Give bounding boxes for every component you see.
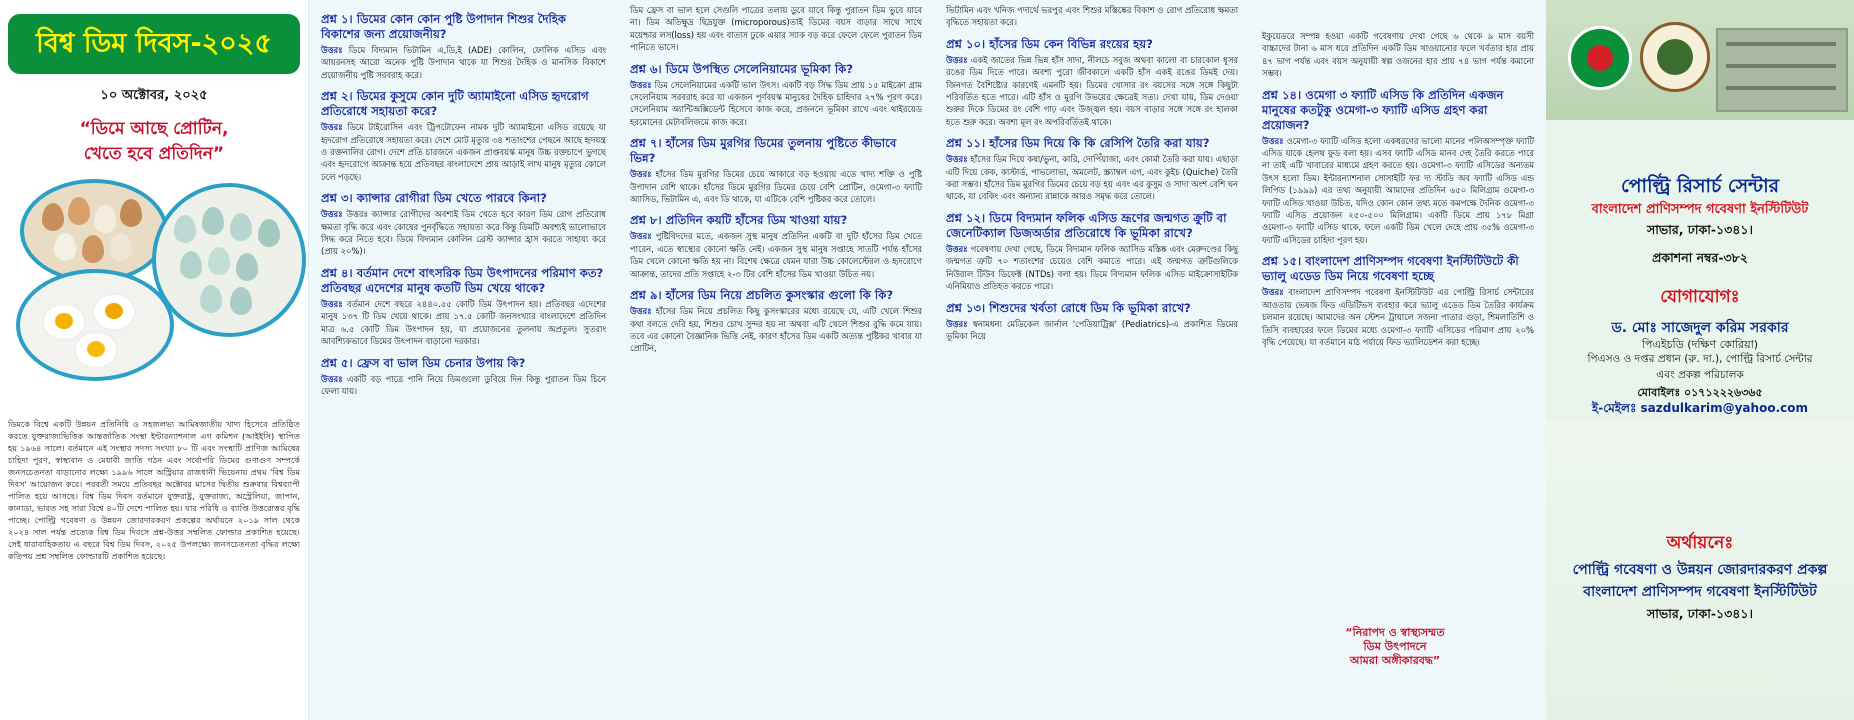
slogan-line-2: খেতে হবে প্রতিদিন”	[83, 144, 225, 164]
egg-icon	[202, 207, 224, 235]
continued-text: ভিটামিন এবং খনিজ পদার্থে ভরপুর এবং শিশুর মস্তিষ্কের বিকাশ ও রোগ প্রতিরোধ ক্ষমতা বৃদ্ধিতে সহায়তা করে।	[946, 5, 1238, 28]
answer-body: হাঁসের ডিম মুরগির ডিমের চেয়ে আকারে বড় হওয়ায় এতে খাদ্য শক্তি ও পুষ্টি উপাদান বেশি থাকে। হাঁসের ডিমে মুরগির ডিমের চেয়ে বেশি প্রোটিন, ওমেগা-৩ ফ্যাটি অ্যাসিড, ভিটামিন এ, এবং ডি থাকে, যা এটিকে বেশি পুষ্টিকর করে তোলে।	[630, 169, 922, 205]
panel-questions-6-9	[618, 0, 934, 720]
building-photo	[1546, 0, 1854, 120]
answer-text	[946, 243, 1238, 293]
intro-text	[8, 418, 300, 562]
boiled-egg-half	[92, 293, 136, 331]
qa-block	[630, 136, 922, 205]
page-title: বিশ্ব ডিম দিবস-২০২৫	[36, 28, 272, 59]
answer-text	[321, 373, 606, 398]
contact-degree: পিএইচডি (দক্ষিণ কোরিয়া)	[1641, 338, 1759, 351]
answer-text	[946, 318, 1238, 343]
answer-body: গবেষণায় দেখা গেছে, ডিমে বিদ্যমান ফলিক অ্যাসিড মস্তিষ্ক এবং মেরুদণ্ডের কিছু জন্মগত ত্রুটি ৭০ শতাংশের চেয়েও বেশি কমাতে পারে। এই জন্মগত ত্রুটিগুলিকে নিউরাল টিউব ডিফেক্ট (NTDs) বলা হয়। ডিমে বিদ্যমান ফলিক এসিড মাইক্রোসাইটিক এনিমিয়াও প্রতিহত করতে পারে।	[946, 243, 1238, 292]
question-heading: প্রশ্ন ১৫। বাংলাদেশ প্রাণিসম্পদ গবেষণা ইনস্টিটিউটে কী ভ্যালু এডেড ডিম নিয়ে গবেষণা হচ্ছে	[1262, 254, 1519, 284]
answer-body: হাঁসের ডিম নিয়ে প্রচলিত কিছু কুসংস্কারের মধ্যে রয়েছে যে, এটি খেলে শিশুর কথা বলতে দেরি হয়, শিশুর চোখ সুন্দর হয় না অথবা এটি খেলে শিশুর বুদ্ধি কমে যায়। তবে এর কোনো বৈজ্ঞানিক ভিত্তি নেই, কারণ হাঁসের ডিম একটি অত্যন্ত পুষ্টিকর খাবার যা প্রোটিন,	[630, 306, 922, 354]
event-date: ১০ অক্টোবর, ২০২৫	[100, 88, 208, 103]
title-banner	[8, 14, 300, 74]
answer-body: হাঁসের ডিম দিয়ে কষা/ভুনা, কারি, দোপিঁয়াজা, এবং কোর্মা তৈরি করা যায়। এছাড়া এটি দিয়ে কেক, কাস্টার্ড, পাভলোভা, অমলেট, স্ক্র্যাম্বল এগ, এবং কুইচ (Quiche) তৈরি করা সম্ভব। হাঁসের ডিম মুরগির ডিমের চেয়ে বড় হয় এবং এর কুসুম ও সাদা অংশ বেশি ঘন থাকে, যা বেকিং এবং অন্যান্য রান্নাকে আরও সমৃদ্ধ করে তোলে।	[946, 154, 1238, 202]
answer-body: ওমেগা-৩ ফ্যাটি এসিড হলো একধরণের ভালো মানের পলিঅসম্পৃক্ত ফ্যাটি এসিড যাকে হেলথ ফুড বলা হয়। এসব ফ্যাটি এসিড মানব দেহ তৈরি করতে পারে না তাই এটি খাবারের মাধ্যমে গ্রহণ করতে হয়। ওমেগা-৩ ফ্যাটি এসিডের অন্যতম উৎস হলো ডিম। ইন্টারন্যাশনাল সোসাইটি ফর দ্য স্টাডি অব ফ্যাটি এসিড এন্ড লিপিড (১৯৯৯) এর তথ্য অনুযায়ী আমাদের প্রতিদিন ৬৫০ মিলিগ্রাম ওমেগা-৩ ফ্যাটি এসিড খাওয়া উচিত, যদিও কোন কোন তথ্য মতে কমপক্ষে দৈনিক ওমেগা-৩ ফ্যাটি এসিড প্রয়োজন ২৫০-৫০০ মিলিগ্রাম। একটি ডিমে প্রায় ১৭৮ মিগ্রা ওমেগা-৩ ফ্যাটি এসিড থাকে, ফলে একটি ডিম খেলে দেহে প্রায় ৩৫% ওমেগা-৩ ফ্যাটি এসিডের চাহিদা পূরণ হয়।	[1262, 135, 1534, 245]
boiled-egg-half	[42, 303, 86, 341]
slogan-line-1: “ডিমে আছে প্রোটিন,	[79, 119, 229, 139]
continued-text: ইকুয়েডরে সম্পন্ন হওয়া একটি গবেষণায় দেখা গেছে ৬ থেকে ৯ মাস বয়সী বাচ্চাদের টানা ৬ মাস ধরে প্রতিদিন একটি ডিম খাওয়ানোর ফলে খর্বতার হার প্রায় ৪৭ ভাগ পর্যন্ত এবং বয়স অনুযায়ী স্বল্প ওজনের হার প্রায় ৭৪ ভাগ পর্যন্ত কমানো সম্ভব।	[1262, 31, 1534, 79]
panel-questions-1-5	[308, 0, 618, 720]
egg-icon	[200, 285, 222, 313]
qa-block	[946, 301, 1238, 343]
panel-cover-left	[0, 0, 308, 720]
qa-block	[946, 136, 1238, 203]
question-heading: প্রশ্ন ১১। হাঁসের ডিম দিয়ে কি কি রেসিপি তৈরি করা যায়?	[946, 136, 1210, 151]
question-heading: প্রশ্ন ৩। ক্যান্সার রোগীরা ডিম খেতে পারবে কিনা?	[321, 191, 547, 206]
egg-icon	[258, 219, 280, 247]
answer-text	[630, 230, 922, 280]
question-heading: প্রশ্ন ১২। ডিমে বিদ্যমান ফলিক এসিড ভ্রূণের জন্মগত ক্রুটি বা জেনেটিক্যাল ডিজঅর্ডার প্রতিরোধে কি ভূমিকা রাখে?	[946, 210, 1227, 240]
answer-label: উত্তরঃ	[630, 169, 652, 180]
answer-text	[1262, 286, 1534, 348]
boiled-egg-half	[74, 331, 118, 369]
motto-line-2: ডিম উৎপাদনে	[1363, 640, 1427, 653]
government-logo	[1568, 26, 1632, 90]
motto-line-1: “নিরাপদ ও স্বাস্থ্যসম্মত	[1345, 626, 1445, 639]
answer-label: উত্তরঃ	[1262, 287, 1284, 298]
question-heading: প্রশ্ন ৯। হাঁসের ডিম নিয়ে প্রচলিত কুসংস্কার গুলো কি কি?	[630, 288, 894, 303]
egg-icon	[230, 287, 252, 315]
intro-paragraph: ডিমকে বিশ্বে একটি উন্নয়ন প্রতিনিধি ও সহজলভ্য আমিষজাতীয় খাদ্য হিসেবে প্রতিষ্ঠিত করতে যুক্তরাজ্যভিত্তিক আন্তর্জাতিক সংস্থা ইন্টারন্যাশনাল এগ কমিশন (আইইসি) স্থাপিত হয় ১৯৬৪ সালে। বর্তমানে এই সংস্থার সদস্য সংখ্যা ৮০ টি এবং সংস্থাটি প্রাণিজ আমিষের চাহিদা পূরণ, স্বাস্থ্যবান ও মেধাবী জাতি গঠন এবং সর্বোপরি ডিমের গুণাগুণ সম্পর্কে জনসচেতনতা বাড়ানোর লক্ষ্যে ১৯৯৬ সালে অস্ট্রিয়ার রাজধানী ভিয়েনায় প্রথম 'বিশ্ব ডিম দিবস' আয়োজন করে। পরবর্তী সময়ে প্রতিবছর অক্টোবর মাসের দ্বিতীয় শুক্রবার বিশ্বব্যাপী পালিত হয়ে আসছে। বিশ্ব ডিম দিবস বর্তমানে যুক্তরাষ্ট্র, যুক্তরাজ্য, অস্ট্রেলিয়া, জাপান, কানাডা, ভারত সহ সারা বিশ্বে ৪০টি দেশে পালিত হয়। যার পরিধি ও ব্যাপ্তি উত্তরোত্তর বৃদ্ধি পাচ্ছে। পোল্ট্রি গবেষণা ও উন্নয়ন জোরদারকরণ প্রকল্পের অর্থায়নে ২০১৯ সাল থেকে ২০২৪ সাল পর্যন্ত প্রত্যেক বিশ্ব ডিম দিবসে প্রশ্ন-উত্তর সম্বলিত ফোল্ডার প্রকাশিত হয়েছে। সেই ধারাবাহিকতায় এ বছরে বিশ্ব ডিম দিবস, ২০২৫ উপলক্ষ্যে জনসচেতনতা বৃদ্ধির লক্ষ্যে কতিপয় প্রশ্ন সম্বলিত ফোল্ডারটি প্রকাশিত হয়েছে।	[8, 419, 300, 561]
contact-heading: যোগাযোগঃ	[1660, 287, 1740, 307]
publication-number: প্রকাশনা নম্বর-৩৮২	[1652, 250, 1748, 265]
answer-body: ডিম সেলেনিয়ামের একটি ভাল উৎস। একটি বড় সিদ্ধ ডিম প্রায় ১৫ মাইক্রো গ্রাম সেলেনিয়াম সরবরাহ করে যা একজন পূর্ণবয়স্ক মানুষের দৈহিক চাহিদার ২৭% পূরণ করে। সেলেনিয়াম অ্যান্টিঅক্সিডেন্ট হিসেবে কাজ করে, প্রজননে ভূমিকা রাখে এবং থাইরয়েড হরমোনের মেটাবলিজমে কাজ করে।	[630, 79, 922, 127]
egg-icon	[208, 247, 230, 275]
question-heading: প্রশ্ন ৭। হাঁসের ডিম মুরগির ডিমের তুলনায় পুষ্টিতে কীভাবে ভিন্ন?	[630, 136, 897, 166]
egg-icon	[42, 203, 64, 231]
answer-body: উত্তরঃ ক্যান্সার রোগীদের অবশ্যই ডিম খেতে হবে কারণ ডিম রোগ প্রতিরোধ ক্ষমতা বৃদ্ধি করে এবং কোষের পুনর্বৃদ্ধিতে সহায়তা করে কিন্তু ডিমটি অবশ্যই ভালোভাবে সিদ্ধ করে নিতে হবে। ডিমে বিদ্যমান কোলিন ব্রেস্ট ক্যান্সার হ্রাস করতে সাহায্য করে (প্রায় ২০%)।	[321, 209, 606, 257]
answer-text	[321, 298, 606, 348]
answer-label: উত্তরঃ	[946, 243, 968, 254]
contact-position-2: এবং প্রকল্প পরিচালক	[1656, 369, 1744, 381]
funding-address: সাভার, ঢাকা-১৩৪১।	[1647, 606, 1753, 621]
contact-position: পিএসও ও দপ্তর প্রধান (রু. দা.), পোল্ট্রি রিসার্চ সেন্টার	[1587, 353, 1813, 365]
panel-questions-10-13	[934, 0, 1250, 720]
panel-back-cover	[1546, 0, 1854, 720]
question-heading: প্রশ্ন ১৪। ওমেগা ৩ ফ্যাটি এসিড কি প্রতিদিন একজন মানুষের কতটুকু ওমেগা-৩ ফ্যাটি এসিড গ্রহণ করা প্রয়োজন?	[1262, 87, 1504, 132]
qa-block	[1262, 88, 1534, 247]
egg-icon	[94, 205, 116, 233]
question-heading: প্রশ্ন ৮। প্রতিদিন কয়টি হাঁসের ডিম খাওয়া যায়?	[630, 213, 848, 228]
qa-block	[321, 266, 606, 348]
answer-label: উত্তরঃ	[946, 154, 968, 165]
answer-body: ডিমে বিদ্যমান ভিটামিন এ,ডি,ই (ADE) কোলিন, ফোলিক এসিড এবং আয়রনসহ আরো অনেক পুষ্টি উপাদান থাকে যা শিশুর দৈহিক ও মানসিক বিকাশে প্রয়োজনীয় পুষ্টি সরবরাহ করে।	[321, 45, 606, 80]
qa-block	[946, 37, 1238, 128]
answer-label: উত্তরঃ	[321, 373, 343, 384]
boiled-eggs-photo	[16, 269, 174, 381]
answer-text	[946, 153, 1238, 203]
answer-text	[630, 305, 922, 355]
egg-icon	[110, 233, 132, 261]
answer-body: বর্তমান দেশে বছরে ২৪৪০.৫৫ কোটি ডিম উৎপাদন হয়। প্রতিবছর এদেশের মানুষ ১৩৭ টি ডিম খেয়ে থাকে। প্রায় ১৭.৫ কোটি জনসংখ্যার বাংলাদেশে প্রতিদিন মাত্র ৬.৫ কোটি ডিম উৎপাদন হয়, যা প্রয়োজনের তুলনায় অপ্রতুল। সুতরাং আবশ্যিকভাবে ডিমের উৎপাদন বাড়ানো দরকার।	[321, 298, 606, 347]
answer-body: স্বনামধন্য মেডিকেল জার্নাল 'পেডিয়াট্রিক্স' (Pediatrics)-এ প্রকাশিত ডিমের ভূমিকা নিয়ে	[946, 318, 1238, 341]
answer-label: উত্তরঃ	[321, 209, 343, 220]
continued-text: ডিম ফ্রেস বা ভাল হলে সেগুলি পাত্রের তলায় ডুবে যাবে কিন্তু পুরাতন ডিম ভুবে যাবে না। ডিম অতিক্ষুদ্র ছিদ্রযুক্ত (microporous)তাই ডিমের বয়স বাড়ার সাথে সাথে ময়েশ্চার লস(loss) হয় এবং বাতাস ঢুকে এয়ার স্যাক বড় করে ফেলে ফেলে পুরাতন ডিম পানিতে ভাসে।	[630, 5, 922, 53]
contact-email: ই-মেইলঃ sazdulkarim@yahoo.com	[1592, 401, 1808, 415]
answer-label: উত্তরঃ	[321, 45, 343, 55]
funding-project: পোল্ট্রি গবেষণা ও উন্নয়ন জোরদারকরণ প্রকল্প	[1572, 562, 1828, 578]
egg-icon	[236, 253, 258, 281]
funding-heading: অর্থায়নেঃ	[1666, 533, 1734, 553]
egg-photo-collage	[6, 177, 302, 379]
answer-label: উত্তরঃ	[630, 306, 652, 317]
org-title: পোল্ট্রি রিসার্চ সেন্টার	[1620, 175, 1780, 197]
answer-body: একটি বড় পাত্রে পানি নিয়ে ডিমগুলো ডুবিয়ে দিন কিন্তু পুরাতন ডিম চিনে ফেলা যায়।	[321, 373, 606, 396]
answer-label: উত্তরঃ	[946, 54, 968, 65]
qa-block	[946, 211, 1238, 293]
egg-icon	[82, 235, 104, 263]
qa-block	[1262, 254, 1534, 348]
answer-text	[1262, 135, 1534, 247]
answer-text	[946, 54, 1238, 128]
qa-block	[321, 356, 606, 398]
motto	[1290, 626, 1500, 668]
contact-name: ড. মোঃ সাজেদুল করিম সরকার	[1611, 320, 1789, 336]
contact-mobile: মোবাইলঃ ০১৭১২২২৬৩৬৫	[1637, 386, 1763, 399]
institute-logo	[1640, 22, 1710, 92]
qa-block	[630, 62, 922, 129]
egg-icon	[120, 199, 142, 227]
qa-block	[321, 12, 606, 81]
question-heading: প্রশ্ন ১। ডিমের কোন কোন পুষ্টি উপাদান শিশুর দৈহিক বিকাশের জন্য প্রয়োজনীয়?	[321, 12, 567, 41]
answer-body: বাংলাদেশ প্রাণিসম্পদ গবেষণা ইনস্টিটিউট এর পোল্ট্রি রিসার্চ সেন্টারের আওতায় ভেষজ ফিড এডিটিভস ব্যবহার করে ভ্যালু এডেড ডিম তৈরির কার্যক্রম চলমান রয়েছে। আমাদের অন স্টেশন ট্রায়ালে সজনা পাতার গুড়া, শিমলাতিশি ও তিসি ব্যবহারের ফলে ডিমের মধ্যে ওমেগা-৩ ফ্যাটি এসিডের পরিমাণ প্রায় ২০% বৃদ্ধি পেয়েছে। যা বর্তমানে মাঠ পর্যায়ে ফিড ভ্যালিডেশন করা হচ্ছে।	[1262, 287, 1534, 347]
brown-eggs-photo	[20, 179, 168, 283]
question-heading: প্রশ্ন ১০। হাঁসের ডিম কেন বিভিন্ন রংয়ের হয়?	[946, 36, 1153, 51]
qa-block	[630, 213, 922, 280]
slogan	[6, 117, 302, 167]
egg-icon	[54, 233, 76, 261]
answer-label: উত্তরঃ	[630, 231, 652, 242]
answer-text	[630, 168, 922, 205]
funding-institute: বাংলাদেশ প্রাণিসম্পদ গবেষণা ইনস্টিটিউট	[1583, 584, 1817, 600]
answer-text	[321, 121, 606, 183]
egg-icon	[180, 251, 202, 279]
answer-text	[630, 79, 922, 129]
panel-questions-14-15	[1250, 0, 1546, 720]
question-heading: প্রশ্ন ৪। বর্তমান দেশে বাৎসরিক ডিম উৎপাদনের পরিমাণ কত? প্রতিবছর এদেশের মানুষ কতটি ডিম খেয়ে থাকে?	[321, 265, 604, 295]
qa-block	[630, 288, 922, 355]
answer-text	[321, 208, 606, 258]
duck-eggs-photo	[152, 183, 306, 337]
answer-label: উত্তরঃ	[630, 79, 652, 90]
answer-label: উত্তরঃ	[321, 122, 343, 133]
egg-icon	[174, 215, 196, 243]
question-heading: প্রশ্ন ১৩। শিশুদের খর্বতা রোধে ডিম কি ভূমিকা রাখে?	[946, 300, 1191, 315]
org-subtitle: বাংলাদেশ প্রাণিসম্পদ গবেষণা ইনস্টিটিউট	[1591, 202, 1809, 217]
answer-label: উত্তরঃ	[946, 318, 968, 329]
egg-icon	[230, 213, 252, 241]
question-heading: প্রশ্ন ৬। ডিমে উপস্থিত সেলেনিয়ামের ভূমিকা কি?	[630, 61, 853, 76]
answer-body: ডিমে টাইরোসিন এবং ট্রিপটোফেন নামক দুটি অ্যামাইনো এসিড রয়েছে যা হৃদরোগ প্রতিরোধে সহায়তা করে। দেশে মোট মৃত্যুর ৩৪ শতাংশের পেছনে আছে হৃদযন্ত্র ও রক্তনালির রোগ। দেশে প্রতি চারজনে একজন প্রাপ্তবয়স্ক মানুষ উচ্চ রক্তচাপে ভুগছে এবং হৃদরোগে আক্রান্ত হয়ে প্রতিবছর বাংলাদেশে প্রায় আড়াই লাখ মানুষ মৃত্যুর কোলে ঢলে পড়ছে।	[321, 122, 606, 182]
qa-block	[321, 191, 606, 258]
building-icon	[1716, 28, 1848, 112]
motto-line-3: আমরা অঙ্গীকারবদ্ধ”	[1349, 654, 1441, 667]
question-heading: প্রশ্ন ২। ডিমের কুসুমে কোন দুটি অ্যামাইনো এসিড হৃদরোগ প্রতিরোধে সহায়তা করে?	[321, 89, 589, 119]
question-heading: প্রশ্ন ৫। ফ্রেস বা ভাল ডিম চেনার উপায় কি?	[321, 355, 526, 370]
answer-label: উত্তরঃ	[321, 298, 343, 309]
org-address: সাভার, ঢাকা-১৩৪১।	[1647, 222, 1753, 237]
answer-body: একই জাতের ভিন্ন ভিন্ন হাঁস সাদা, নীলচে সবুজ অথবা কালো বা চারকোল ধূসর রঙের ডিম দিতে পারে। অবশ্য পুরো জীবকালে একটি হাঁস একই রঙের ডিমই দেয়। জিনগত বৈশিষ্ট্যের কারণেই এমনটি হয়। ডিমের খোসার রং বয়সের সঙ্গে সঙ্গে কিছুটা পরিবর্তিত হতে পারে। এটি হাঁস ও মুরগি উভয়ের ক্ষেত্রেই সত্য। দেখা যায়, ডিম দেওয়া শুরুর দিকে ডিমের রং বেশি গাঢ় এবং উজ্জ্বল হয়। বয়স বাড়ার সঙ্গে সঙ্গে রং হালকা হতে শুরু করে। অবশ্য মূল রং অপরিবর্তিতই থাকে।	[946, 54, 1238, 127]
qa-block	[321, 89, 606, 183]
answer-body: পুষ্টিবিদদের মতে, একজন সুস্থ মানুষ প্রতিদিন একটি বা দুটি হাঁসের ডিম খেতে পারেন, এতে স্বাস্থ্যের কোনো ক্ষতি নেই। একজন সুস্থ মানুষ সপ্তাহে সাতটি পর্যন্ত হাঁসের ডিম খেলে কোনো ক্ষতি হয় না। বিশেষ ক্ষেত্রে যেমন যারা উচ্চ কোলেস্টেরল ও হৃদরোগে আক্রান্ত, তাদের প্রতি সপ্তাহে ২-৩ টির বেশি হাঁসের ডিম খাওয়া উচিত নয়।	[630, 231, 922, 279]
answer-text	[321, 44, 606, 81]
egg-icon	[68, 197, 90, 225]
answer-label: উত্তরঃ	[1262, 135, 1284, 146]
